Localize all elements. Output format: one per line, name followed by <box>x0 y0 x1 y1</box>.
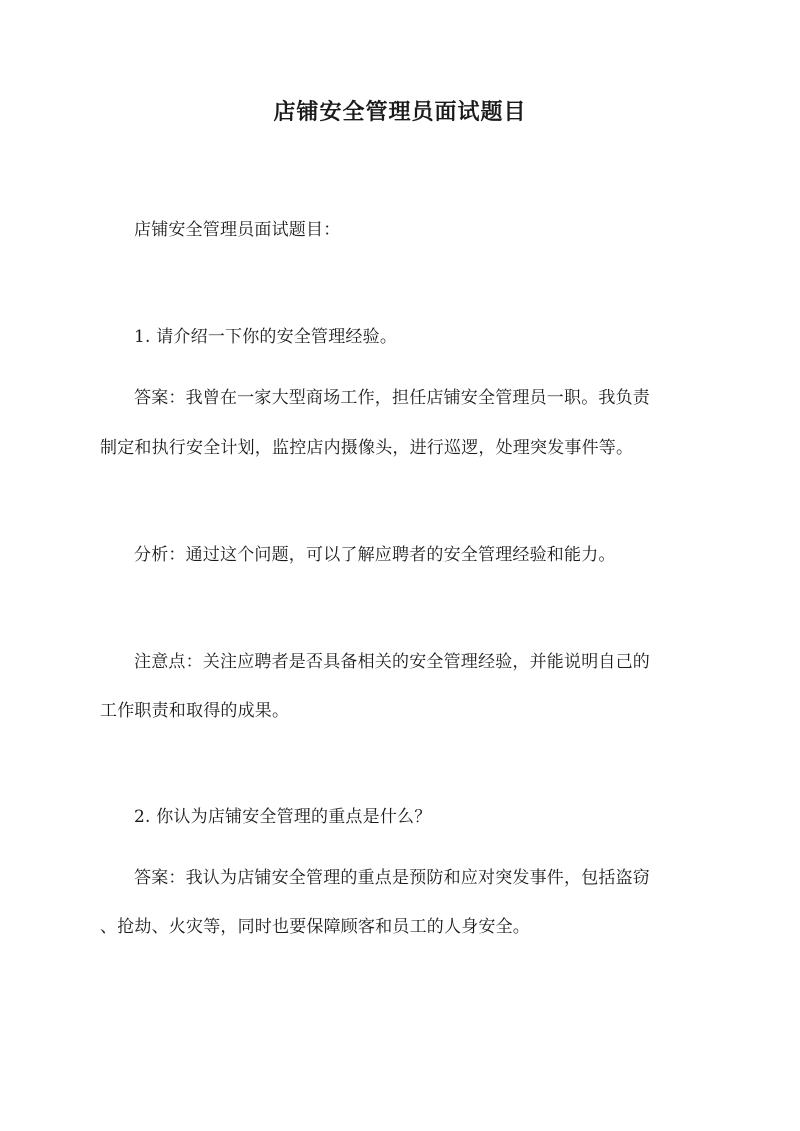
answer-1-line-1: 答案：我曾在一家大型商场工作，担任店铺安全管理员一职。我负责 <box>134 388 650 408</box>
note-1-line-1: 注意点：关注应聘者是否具备相关的安全管理经验，并能说明自己的 <box>134 652 650 672</box>
answer-2-line-1: 答案：我认为店铺安全管理的重点是预防和应对突发事件，包括盗窃 <box>134 868 650 888</box>
intro-text: 店铺安全管理员面试题目： <box>134 220 341 240</box>
question-1: 1. 请介绍一下你的安全管理经验。 <box>134 327 398 347</box>
document-title: 店铺安全管理员面试题目 <box>273 99 527 125</box>
answer-1-line-2: 制定和执行安全计划，监控店内摄像头，进行巡逻，处理突发事件等。 <box>100 438 634 458</box>
note-1-line-2: 工作职责和取得的成果。 <box>100 701 290 721</box>
question-2: 2. 你认为店铺安全管理的重点是什么？ <box>134 807 432 827</box>
answer-2-line-2: 、抢劫、火灾等，同时也要保障顾客和员工的人身安全。 <box>100 917 530 937</box>
analysis-1: 分析：通过这个问题，可以了解应聘者的安全管理经验和能力。 <box>134 545 616 565</box>
